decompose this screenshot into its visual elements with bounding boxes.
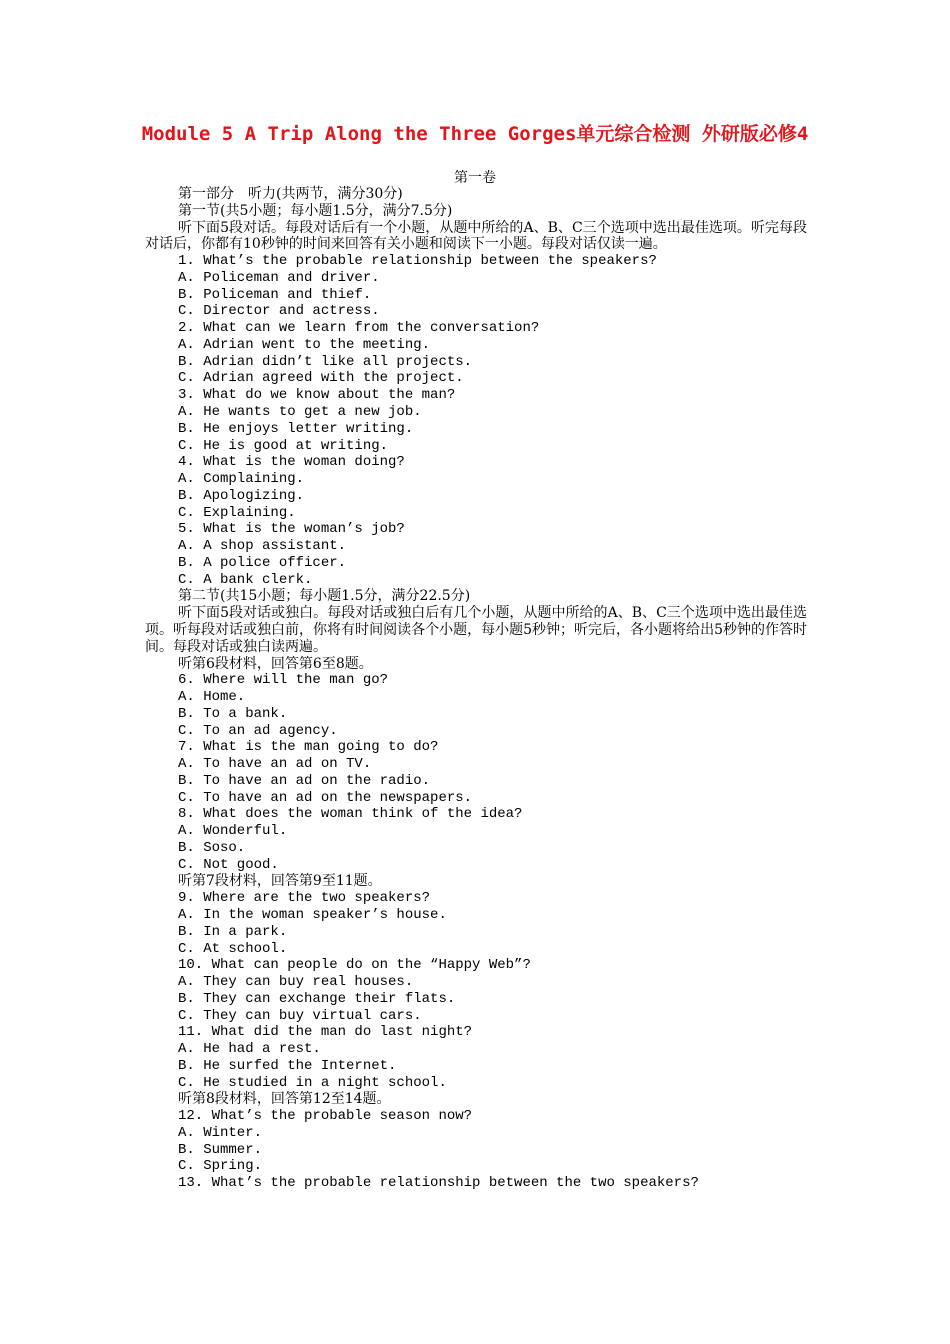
section-instructions: 听下面5段对话。每段对话后有一个小题，从题中所给的A、B、C三个选项中选出最佳选项。听完每段对话后，你都有10秒钟的时间来回答有关小题和阅读下一小题。每段对话仅读一遍。 [145, 219, 807, 253]
answer-option: C. Explaining. [178, 504, 296, 521]
answer-option: B. Adrian didn’t like all projects. [178, 353, 473, 370]
answer-option: C. Director and actress. [178, 303, 380, 320]
answer-option: B. In a park. [178, 923, 288, 940]
document-title: Module 5 A Trip Along the Three Gorges单元综合检测 外研版必修4 [141, 123, 809, 145]
document-body [145, 186, 807, 1192]
answer-option: A. Winter. [178, 1124, 263, 1141]
material-note: 听第6段材料，回答第6至8题。 [178, 655, 373, 672]
answer-option: C. At school. [178, 940, 288, 957]
section-instructions: 听下面5段对话或独白。每段对话或独白后有几个小题，从题中所给的A、B、C三个选项中选出最佳选项。听每段对话或独白前，你将有时间阅读各个小题，每小题5秒钟；听完后，各小题将给出5秒钟的作答时间。每段对话或独白读两遍。 [145, 605, 807, 655]
question-stem: 5. What is the woman’s job? [178, 521, 405, 538]
answer-option: A. Complaining. [178, 471, 305, 488]
question-stem: 12. What’s the probable season now? [178, 1108, 473, 1125]
answer-option: A. To have an ad on TV. [178, 756, 372, 773]
answer-option: B. They can exchange their flats. [178, 990, 456, 1007]
answer-option: C. Spring. [178, 1158, 263, 1175]
question-stem: 7. What is the man going to do? [178, 739, 439, 756]
answer-option: B. To a bank. [178, 705, 288, 722]
section-heading: 第一节(共5小题；每小题1.5分，满分7.5分) [178, 202, 453, 219]
question-stem: 9. Where are the two speakers? [178, 890, 431, 907]
answer-option: B. He enjoys letter writing. [178, 420, 414, 437]
answer-option: A. Adrian went to the meeting. [178, 336, 431, 353]
answer-option: A. Home. [178, 689, 246, 706]
material-note: 听第8段材料，回答第12至14题。 [178, 1091, 391, 1108]
answer-option: A. He wants to get a new job. [178, 403, 422, 420]
question-stem: 3. What do we know about the man? [178, 387, 456, 404]
answer-option: C. They can buy virtual cars. [178, 1007, 422, 1024]
answer-option: B. Summer. [178, 1141, 263, 1158]
part-heading: 第一部分 听力(共两节，满分30分) [178, 186, 403, 202]
volume-heading: 第一卷 [454, 170, 496, 186]
answer-option: C. He studied in a night school. [178, 1074, 447, 1091]
section-heading: 第二节(共15小题；每小题1.5分，满分22.5分) [178, 588, 471, 605]
answer-option: A. They can buy real houses. [178, 974, 414, 991]
question-stem: 1. What’s the probable relationship between the speakers? [178, 253, 657, 270]
answer-option: B. Apologizing. [178, 487, 305, 504]
answer-option: C. A bank clerk. [178, 571, 313, 588]
answer-option: A. Policeman and driver. [178, 269, 380, 286]
question-stem: 11. What did the man do last night? [178, 1024, 473, 1041]
question-stem: 4. What is the woman doing? [178, 454, 405, 471]
answer-option: C. To an ad agency. [178, 722, 338, 739]
answer-option: B. To have an ad on the radio. [178, 772, 431, 789]
question-stem: 10. What can people do on the “Happy Web”? [178, 957, 531, 974]
question-stem: 2. What can we learn from the conversation? [178, 320, 540, 337]
answer-option: B. A police officer. [178, 554, 347, 571]
answer-option: C. To have an ad on the newspapers. [178, 789, 473, 806]
answer-option: A. In the woman speaker’s house. [178, 907, 447, 923]
question-stem: 6. Where will the man go? [178, 672, 389, 689]
answer-option: B. Soso. [178, 839, 246, 856]
answer-option: B. Policeman and thief. [178, 286, 372, 303]
answer-option: C. Adrian agreed with the project. [178, 370, 464, 387]
question-stem: 13. What’s the probable relationship between the two speakers? [178, 1175, 699, 1192]
answer-option: A. A shop assistant. [178, 538, 347, 555]
answer-option: A. Wonderful. [178, 823, 288, 840]
answer-option: A. He had a rest. [178, 1041, 321, 1058]
answer-option: B. He surfed the Internet. [178, 1057, 397, 1074]
answer-option: C. He is good at writing. [178, 437, 389, 454]
question-stem: 8. What does the woman think of the idea? [178, 806, 523, 823]
material-note: 听第7段材料，回答第9至11题。 [178, 873, 382, 890]
answer-option: C. Not good. [178, 856, 279, 873]
